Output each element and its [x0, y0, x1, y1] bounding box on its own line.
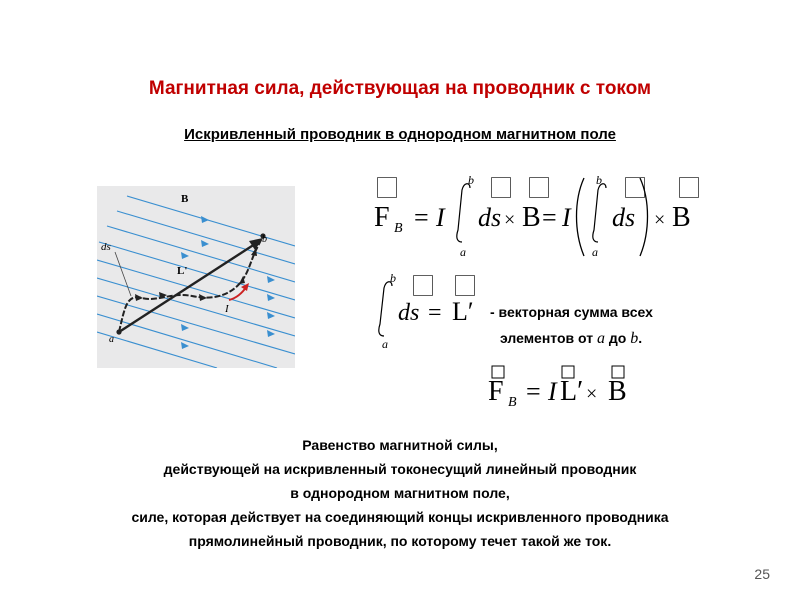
formula-times: ×	[504, 209, 516, 231]
formula-eq: =	[414, 203, 429, 232]
conductor-diagram	[97, 186, 295, 368]
formula-F: F	[374, 202, 390, 233]
formula-times: ×	[586, 383, 598, 405]
integral-lower: a	[592, 245, 598, 259]
vector-box: ⃞	[678, 176, 700, 201]
integral-upper: b	[390, 271, 396, 285]
formula-main	[370, 170, 700, 260]
formula-eq: =	[542, 203, 557, 232]
label-b: b	[262, 234, 267, 245]
page-number: 25	[754, 566, 770, 582]
formula-L: L′	[560, 376, 584, 407]
point-a	[116, 329, 121, 334]
vector-box: ⃞	[454, 274, 477, 299]
label-ds: ds	[101, 241, 111, 253]
formula-ds: ds	[612, 203, 636, 232]
label-a: a	[109, 334, 114, 345]
label-B: B	[181, 193, 189, 205]
formula-B: B	[672, 202, 691, 233]
formula-I: I	[562, 203, 571, 232]
formula-ds: ds	[398, 300, 420, 326]
label-L: L'	[177, 265, 188, 277]
note-line-2: элементов от a до b.	[500, 330, 643, 347]
integral-upper: b	[468, 173, 474, 187]
conclusion-line: Равенство магнитной силы,	[302, 437, 498, 453]
conclusion-line: в однородном магнитном поле,	[290, 485, 510, 501]
note-line-1: - векторная сумма всех	[490, 304, 653, 320]
vector-box: ⃞	[412, 274, 435, 299]
formula-times: ×	[654, 209, 666, 231]
integral-upper: b	[596, 173, 602, 187]
formula-result	[486, 362, 636, 412]
formula-ds: ds	[478, 203, 502, 232]
conclusion-line: действующей на искривленный токонесущий линейный проводник	[163, 461, 637, 477]
vector-box: ⃞	[490, 176, 513, 201]
vector-box: ⃞	[528, 176, 551, 201]
integral-lower: a	[382, 337, 388, 350]
formula-eq: =	[428, 300, 442, 326]
formula-B: B	[522, 202, 541, 233]
conclusion-line: прямолинейный проводник, по которому течет такой же ток.	[188, 533, 612, 549]
formula-sum	[370, 270, 490, 350]
vector-box: ⃞	[624, 176, 647, 201]
left-paren	[577, 178, 585, 256]
formula-I: I	[436, 203, 445, 232]
formula-sub-B: B	[394, 221, 403, 236]
formula-L: L′	[452, 297, 474, 326]
formula-F: F	[488, 376, 504, 407]
integral-sign	[457, 184, 470, 242]
formula-sub-B: B	[508, 395, 517, 410]
slide-title: Магнитная сила, действующая на проводник с током	[148, 78, 652, 99]
label-I: I	[225, 303, 229, 315]
conclusion-text	[0, 433, 800, 553]
slide-subtitle: Искривленный проводник в однородном магнитном поле	[184, 126, 616, 143]
integral-sign	[593, 184, 606, 242]
formula-B: B	[608, 376, 627, 407]
formula-I: I	[548, 377, 557, 406]
formula-eq: =	[526, 377, 541, 406]
conclusion-line: силе, которая действует на соединяющий концы искривленного проводника	[131, 509, 669, 525]
vector-box: ⃞	[376, 176, 399, 201]
integral-lower: a	[460, 245, 466, 259]
integral-sign	[379, 282, 392, 336]
